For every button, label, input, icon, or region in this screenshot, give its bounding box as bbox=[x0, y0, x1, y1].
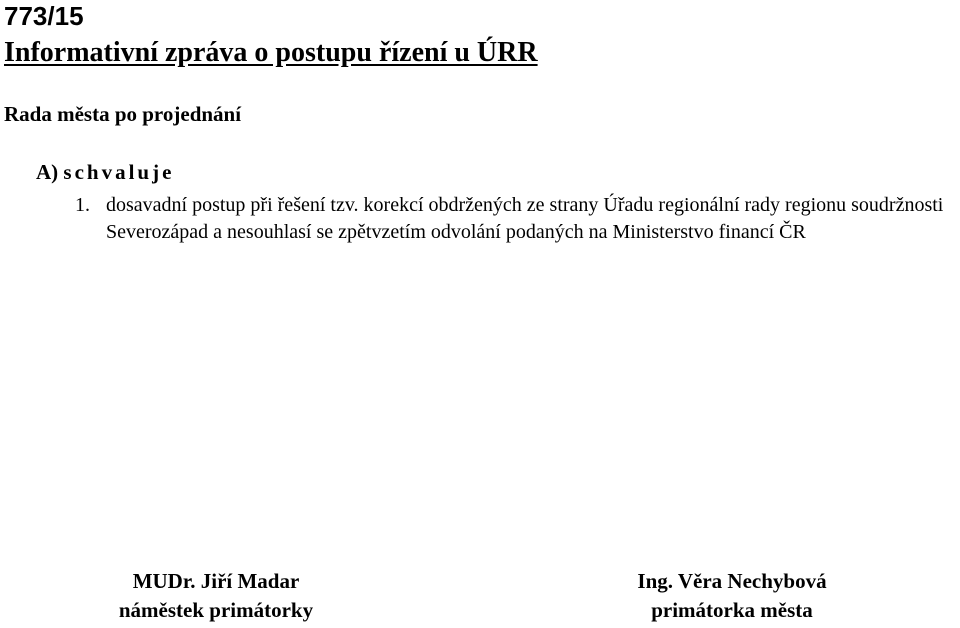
council-intro: Rada města po projednání bbox=[4, 102, 242, 126]
signature-name: Ing. Věra Nechybová bbox=[637, 569, 827, 593]
signature-deputy-mayor bbox=[80, 567, 352, 625]
signature-role: primátorka města bbox=[651, 598, 813, 622]
resolution-title: Informativní zpráva o postupu řízení u ÚRR bbox=[4, 37, 538, 68]
signature-mayor bbox=[598, 567, 866, 625]
resolution-item bbox=[75, 192, 960, 246]
item-number: 1. bbox=[75, 194, 90, 216]
signature-name: MUDr. Jiří Madar bbox=[132, 569, 300, 593]
section-heading bbox=[36, 159, 174, 185]
section-verb: schvaluje bbox=[63, 160, 175, 184]
signature-role: náměstek primátorky bbox=[118, 598, 314, 622]
item-text: dosavadní postup při řešení tzv. korekcí obdržených ze strany Úřadu regionální rady regionu soudržnosti Severozápad a nesouhlasí se zpětvzetím odvolání podaných na Ministerstvo financí ČR bbox=[106, 194, 944, 243]
section-marker: A) bbox=[36, 160, 59, 184]
resolution-number: 773/15 bbox=[4, 1, 84, 31]
